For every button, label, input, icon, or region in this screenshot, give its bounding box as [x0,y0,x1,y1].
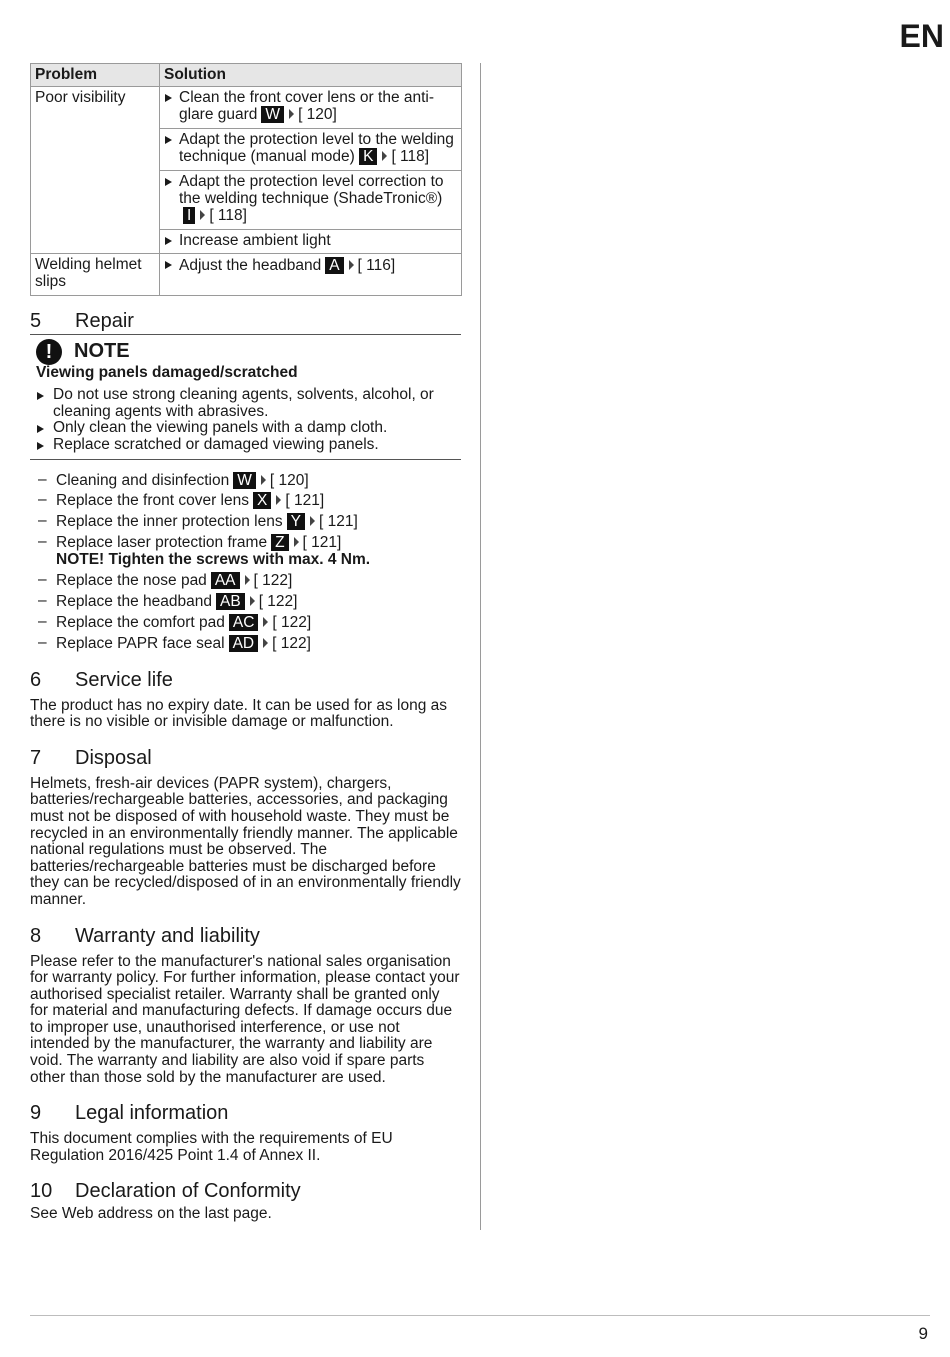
solution-text: Increase ambient light [179,231,331,249]
section-title: Service life [75,668,173,691]
page-ref[interactable]: [ 121] [302,534,342,552]
section-heading [30,747,461,769]
list-item [36,420,461,437]
problem-cell: Welding helmet slips [31,254,160,295]
section-number: 5 [30,309,42,332]
page-ref-arrow-icon [310,516,315,526]
figure-badge: W [233,472,256,489]
section-text: The product has no expiry date. It can be used for as long as there is no visible or invisible damage or malfunction. [30,696,448,731]
list-item [30,635,461,653]
page-ref[interactable]: [ 122] [253,572,293,590]
page-ref-arrow-icon [263,638,268,648]
solution-header: Solution [160,64,462,87]
figure-badge: K [359,148,377,165]
list-item [36,437,461,454]
list-item [30,513,461,531]
section-warranty [30,925,461,1087]
section-declaration [30,1180,461,1223]
main-column [30,63,461,1223]
figure-badge: AD [229,635,259,652]
figure-badge: AB [216,593,245,610]
step-warning: NOTE! Tighten the screws with max. 4 Nm. [56,551,371,569]
exclamation-icon: ! [36,339,62,365]
solution-text: Adjust the headband [179,257,322,275]
language-code: EN [899,18,944,54]
figure-badge: AA [211,572,240,589]
page-ref[interactable]: [ 120] [269,471,309,489]
table-header-row [31,64,462,87]
section-title: Legal information [75,1102,229,1125]
page-ref[interactable]: [ 120] [298,106,337,124]
page-ref-arrow-icon [349,260,354,270]
note-box [30,335,461,454]
section-heading [30,925,461,947]
section-title: Declaration of Conformity [75,1180,301,1203]
section-number: 7 [30,746,42,769]
solution-cell [160,128,462,170]
solution-cell [160,170,462,229]
figure-badge: Z [271,534,288,551]
list-item [30,593,461,611]
step-text: Replace the inner protection lens [56,513,283,531]
section-number: 9 [30,1102,42,1125]
solution-cell [160,229,462,254]
solution-text: Adapt the protection level correction to the welding technique (ShadeTronic®) [179,172,444,207]
note-item-text: Do not use strong cleaning agents, solvents, alcohol, or cleaning agents with abrasives. [53,386,434,420]
section-legal [30,1102,461,1164]
page-ref-arrow-icon [261,475,266,485]
page-ref[interactable]: [ 121] [285,492,325,510]
problem-cell: Poor visibility [31,86,160,254]
section-text: This document complies with the requirements of EU Regulation 2016/425 Point 1.4 of Annex II. [30,1130,393,1164]
figure-badge: A [325,257,343,274]
figure-badge: X [253,492,271,509]
section-heading [30,1102,461,1124]
page-ref[interactable]: [ 122] [272,614,312,631]
step-text: Replace PAPR face seal [56,634,225,652]
section-text: Helmets, fresh-air devices (PAPR system), chargers, batteries/rechargeable batteries, accessories, and packaging must not be disposed of with household waste. They must be recycled in an environmentally friendly manner. The applicable national regulations must be observed. The batteries/rechargeable batteries must be discharged before they can be recycled/disposed of in an environmentally friendly manner. [30,774,461,908]
solution-cell [160,86,462,128]
section-number: 8 [30,924,42,947]
page-ref-arrow-icon [276,495,281,505]
note-label: NOTE [74,340,130,363]
triangle-bullet-icon [37,392,44,400]
page-ref-arrow-icon [289,109,294,119]
list-item [30,614,461,632]
section-text: Please refer to the manufacturer's national sales organisation for warranty policy. For further information, please contact your authorised specialist retailer. Warranty shall be granted only for material and manufacturing defects. If damage occurs due to improper use, unauthorised interference, or use not intended by the manufacturer, the warranty and liability are void. The warranty and liability are also void if spare parts other than those sold by the manufacturer are used. [30,952,460,1086]
triangle-bullet-icon [165,178,172,186]
page-ref-arrow-icon [294,537,299,547]
table-row [31,86,462,128]
step-text: Replace the headband [56,593,212,611]
page-number: 9 [918,1324,928,1343]
page-ref-arrow-icon [200,210,205,220]
figure-badge: I [183,207,195,224]
figure-badge: AC [229,614,259,631]
table-row [31,254,462,295]
footer-divider [30,1315,930,1316]
note-item-text: Replace scratched or damaged viewing panels. [53,435,379,453]
section-text: See Web address on the last page. [30,1205,272,1223]
step-text: Cleaning and disinfection [56,471,230,489]
triangle-bullet-icon [37,425,44,433]
note-divider [30,459,461,460]
step-text: Replace laser protection frame [56,534,268,552]
list-item [36,387,461,420]
section-number: 10 [30,1180,53,1203]
note-header [36,339,461,365]
step-text: Replace the nose pad [56,572,207,590]
section-heading [30,669,461,691]
repair-steps-list [30,472,461,653]
list-item [30,492,461,510]
section-number: 6 [30,668,42,691]
page-ref[interactable]: [ 122] [272,634,311,652]
problem-header: Problem [31,64,160,87]
triangle-bullet-icon [37,442,44,450]
page-ref-arrow-icon [250,596,255,606]
note-list [36,387,461,453]
triangle-bullet-icon [165,237,172,245]
section-heading-repair [30,310,461,335]
section-title: Disposal [75,746,152,769]
page-ref[interactable]: [ 121] [318,513,358,531]
figure-badge: Y [287,513,305,530]
section-service-life [30,669,461,731]
page-ref[interactable]: [ 118] [391,148,430,166]
solution-text: Clean the front cover lens or the anti-glare guard [179,88,435,124]
step-text: Replace the front cover lens [56,492,249,510]
section-heading [30,1180,461,1202]
section-disposal [30,747,461,909]
page-ref-arrow-icon [382,151,387,161]
triangle-bullet-icon [165,261,172,269]
note-item-text: Only clean the viewing panels with a damp cloth. [53,419,388,437]
list-item [30,534,461,568]
list-item [30,572,461,590]
page-ref-arrow-icon [263,617,268,627]
section-title: Repair [75,309,134,332]
page-ref[interactable]: [ 116] [357,257,396,275]
note-subtitle: Viewing panels damaged/scratched [36,363,298,381]
triangle-bullet-icon [165,94,172,102]
triangle-bullet-icon [165,136,172,144]
solution-text: Adapt the protection level to the welding technique (manual mode) [179,130,454,166]
column-divider [480,63,481,1230]
page-ref-arrow-icon [245,575,250,585]
section-title: Warranty and liability [75,924,260,947]
step-text: Replace the comfort pad [56,614,225,631]
list-item [30,472,461,490]
troubleshooting-table [30,63,462,296]
solution-cell [160,254,462,295]
page-ref[interactable]: [ 118] [209,207,247,225]
page-ref[interactable]: [ 122] [258,593,298,611]
figure-badge: W [261,106,284,123]
